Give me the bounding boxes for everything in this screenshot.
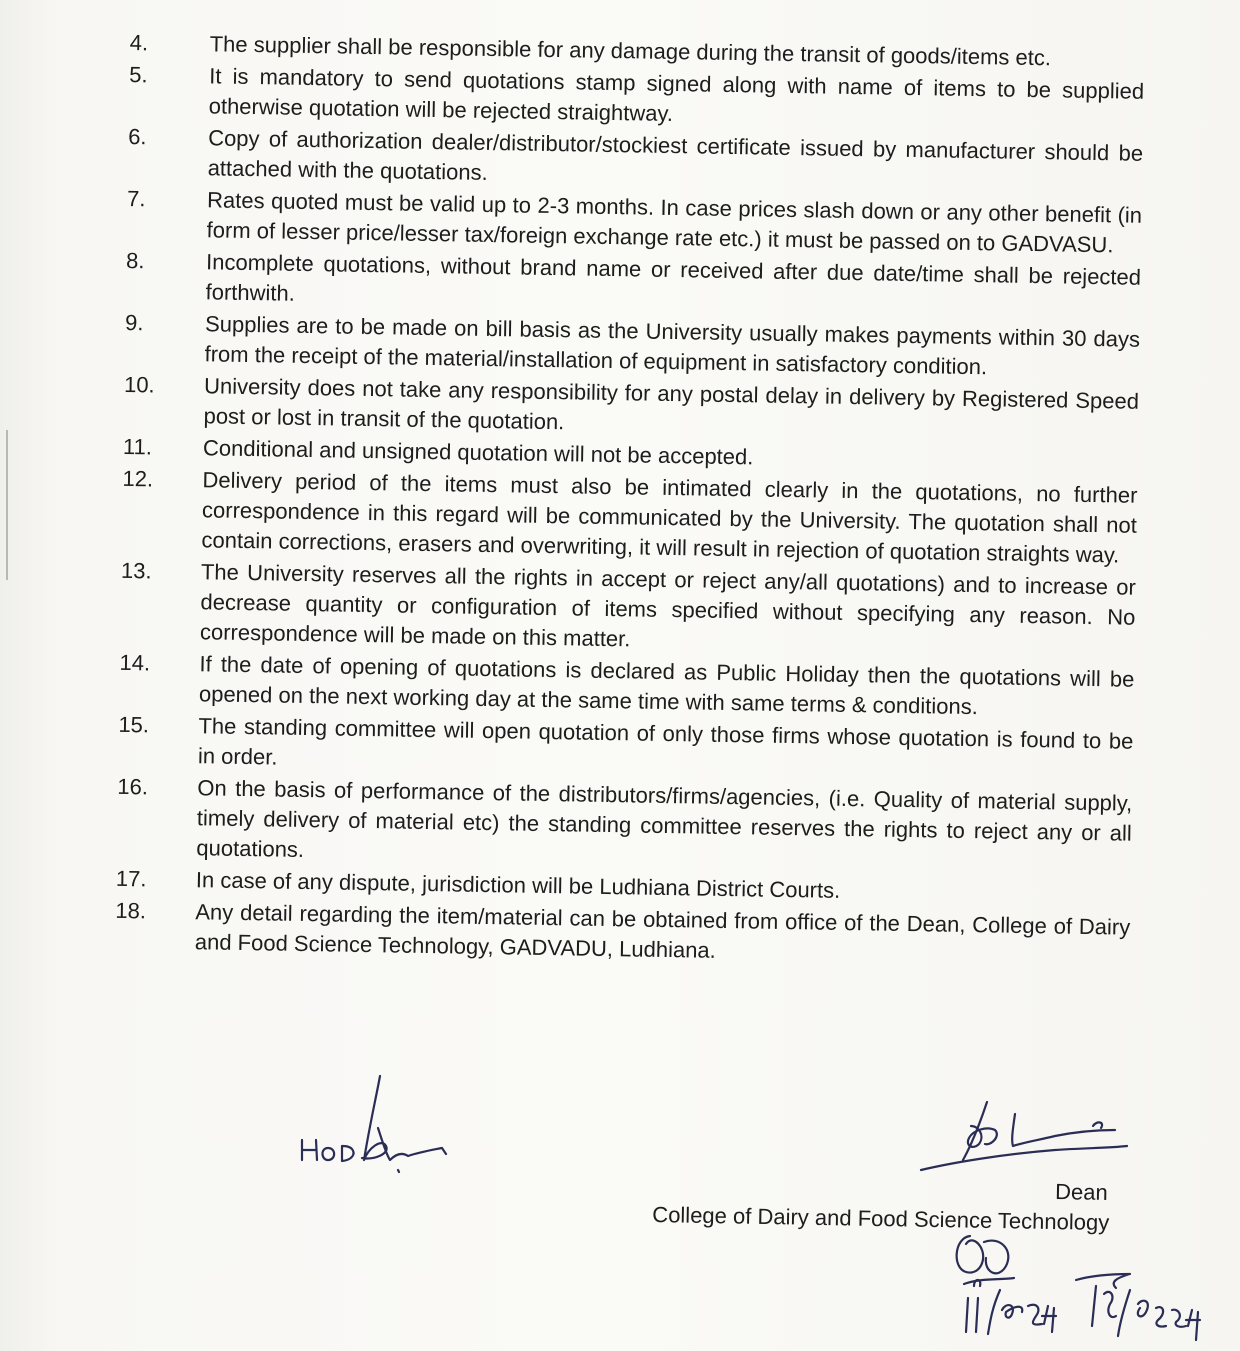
- term-number: 16.: [117, 773, 149, 800]
- term-number: 11.: [122, 433, 153, 460]
- term-text: Supplies are to be made on bill basis as the University usually makes payments within 30 days from the receipt of the material/installation of equipment in satisfactory condition.: [204, 311, 1141, 380]
- term-number: 17.: [115, 865, 147, 892]
- term-text: In case of any dispute, jurisdiction will be Ludhiana District Courts.: [195, 867, 841, 903]
- term-number: 13.: [120, 557, 152, 584]
- term-text: Incomplete quotations, without brand name or received after due date/time shall be rejected forthwith.: [205, 249, 1142, 306]
- term-number: 6.: [127, 123, 147, 150]
- term-number: 4.: [129, 29, 149, 56]
- term-number: 15.: [118, 711, 150, 738]
- term-number: 12.: [122, 465, 154, 492]
- signatory-title: Dean: [1054, 1179, 1108, 1205]
- term-text: On the basis of performance of the distributors/firms/agencies, (i.e. Quality of material supply, timely delivery of material etc) the standing committee reserves the rights to reject any or all quotations.: [196, 775, 1133, 862]
- term-number: 18.: [115, 897, 147, 924]
- signatory-office: College of Dairy and Food Science Technology: [652, 1202, 1110, 1235]
- term-number: 10.: [123, 371, 155, 398]
- term-text: University does not take any responsibility for any postal delay in delivery by Registered Speed post or lost in transit of the quotation.: [203, 373, 1140, 435]
- handwritten-dates: [940, 1228, 1220, 1348]
- term-text: It is mandatory to send quotations stamp signed along with name of items to be supplied otherwise quotation will be rejected straightway.: [208, 63, 1145, 127]
- dean-signatory-block: [589, 1169, 1110, 1238]
- term-text: If the date of opening of quotations is declared as Public Holiday then the quotations will be opened on the next working day at the same time with same terms & conditions.: [198, 651, 1135, 720]
- term-text: Delivery period of the items must also be intimated clearly in the quotations, no further correspondence in this regard will be communicated by the University. The quotation shall not contain corrections, erasers and overwriting, it will result in rejection of quotation straights way.: [201, 467, 1138, 568]
- term-text: The supplier shall be responsible for any damage during the transit of goods/items etc.: [209, 31, 1052, 71]
- dean-signature: [915, 1096, 1135, 1176]
- term-text: Copy of authorization dealer/distributor/stockiest certificate issued by manufacturer should be attached with the quotations.: [207, 125, 1144, 185]
- term-number: 7.: [126, 185, 146, 212]
- term-number: 14.: [119, 649, 151, 676]
- term-number: 8.: [125, 247, 145, 274]
- term-text: The University reserves all the rights in accept or reject any/all quotations) and to increase or decrease quantity or configuration of items specified without specifying any reason. No correspondence will be made on this matter.: [199, 559, 1137, 652]
- term-number: 9.: [124, 309, 144, 336]
- term-text: Conditional and unsigned quotation will not be accepted.: [202, 435, 754, 470]
- term-text: Any detail regarding the item/material can be obtained from office of the Dean, College of Dairy and Food Science Technology, GADVADU, Ludhiana.: [194, 899, 1131, 963]
- term-text: Rates quoted must be valid up to 2-3 months. In case prices slash down or any other benefit (in form of lesser price/lesser tax/foreign exchange rate etc.) it must be passed on to GADVASU.: [206, 187, 1143, 258]
- term-number: 5.: [129, 61, 148, 88]
- term-text: The standing committee will open quotation of only those firms whose quotation is found to be in order.: [197, 713, 1134, 770]
- hod-signature: [290, 1068, 470, 1178]
